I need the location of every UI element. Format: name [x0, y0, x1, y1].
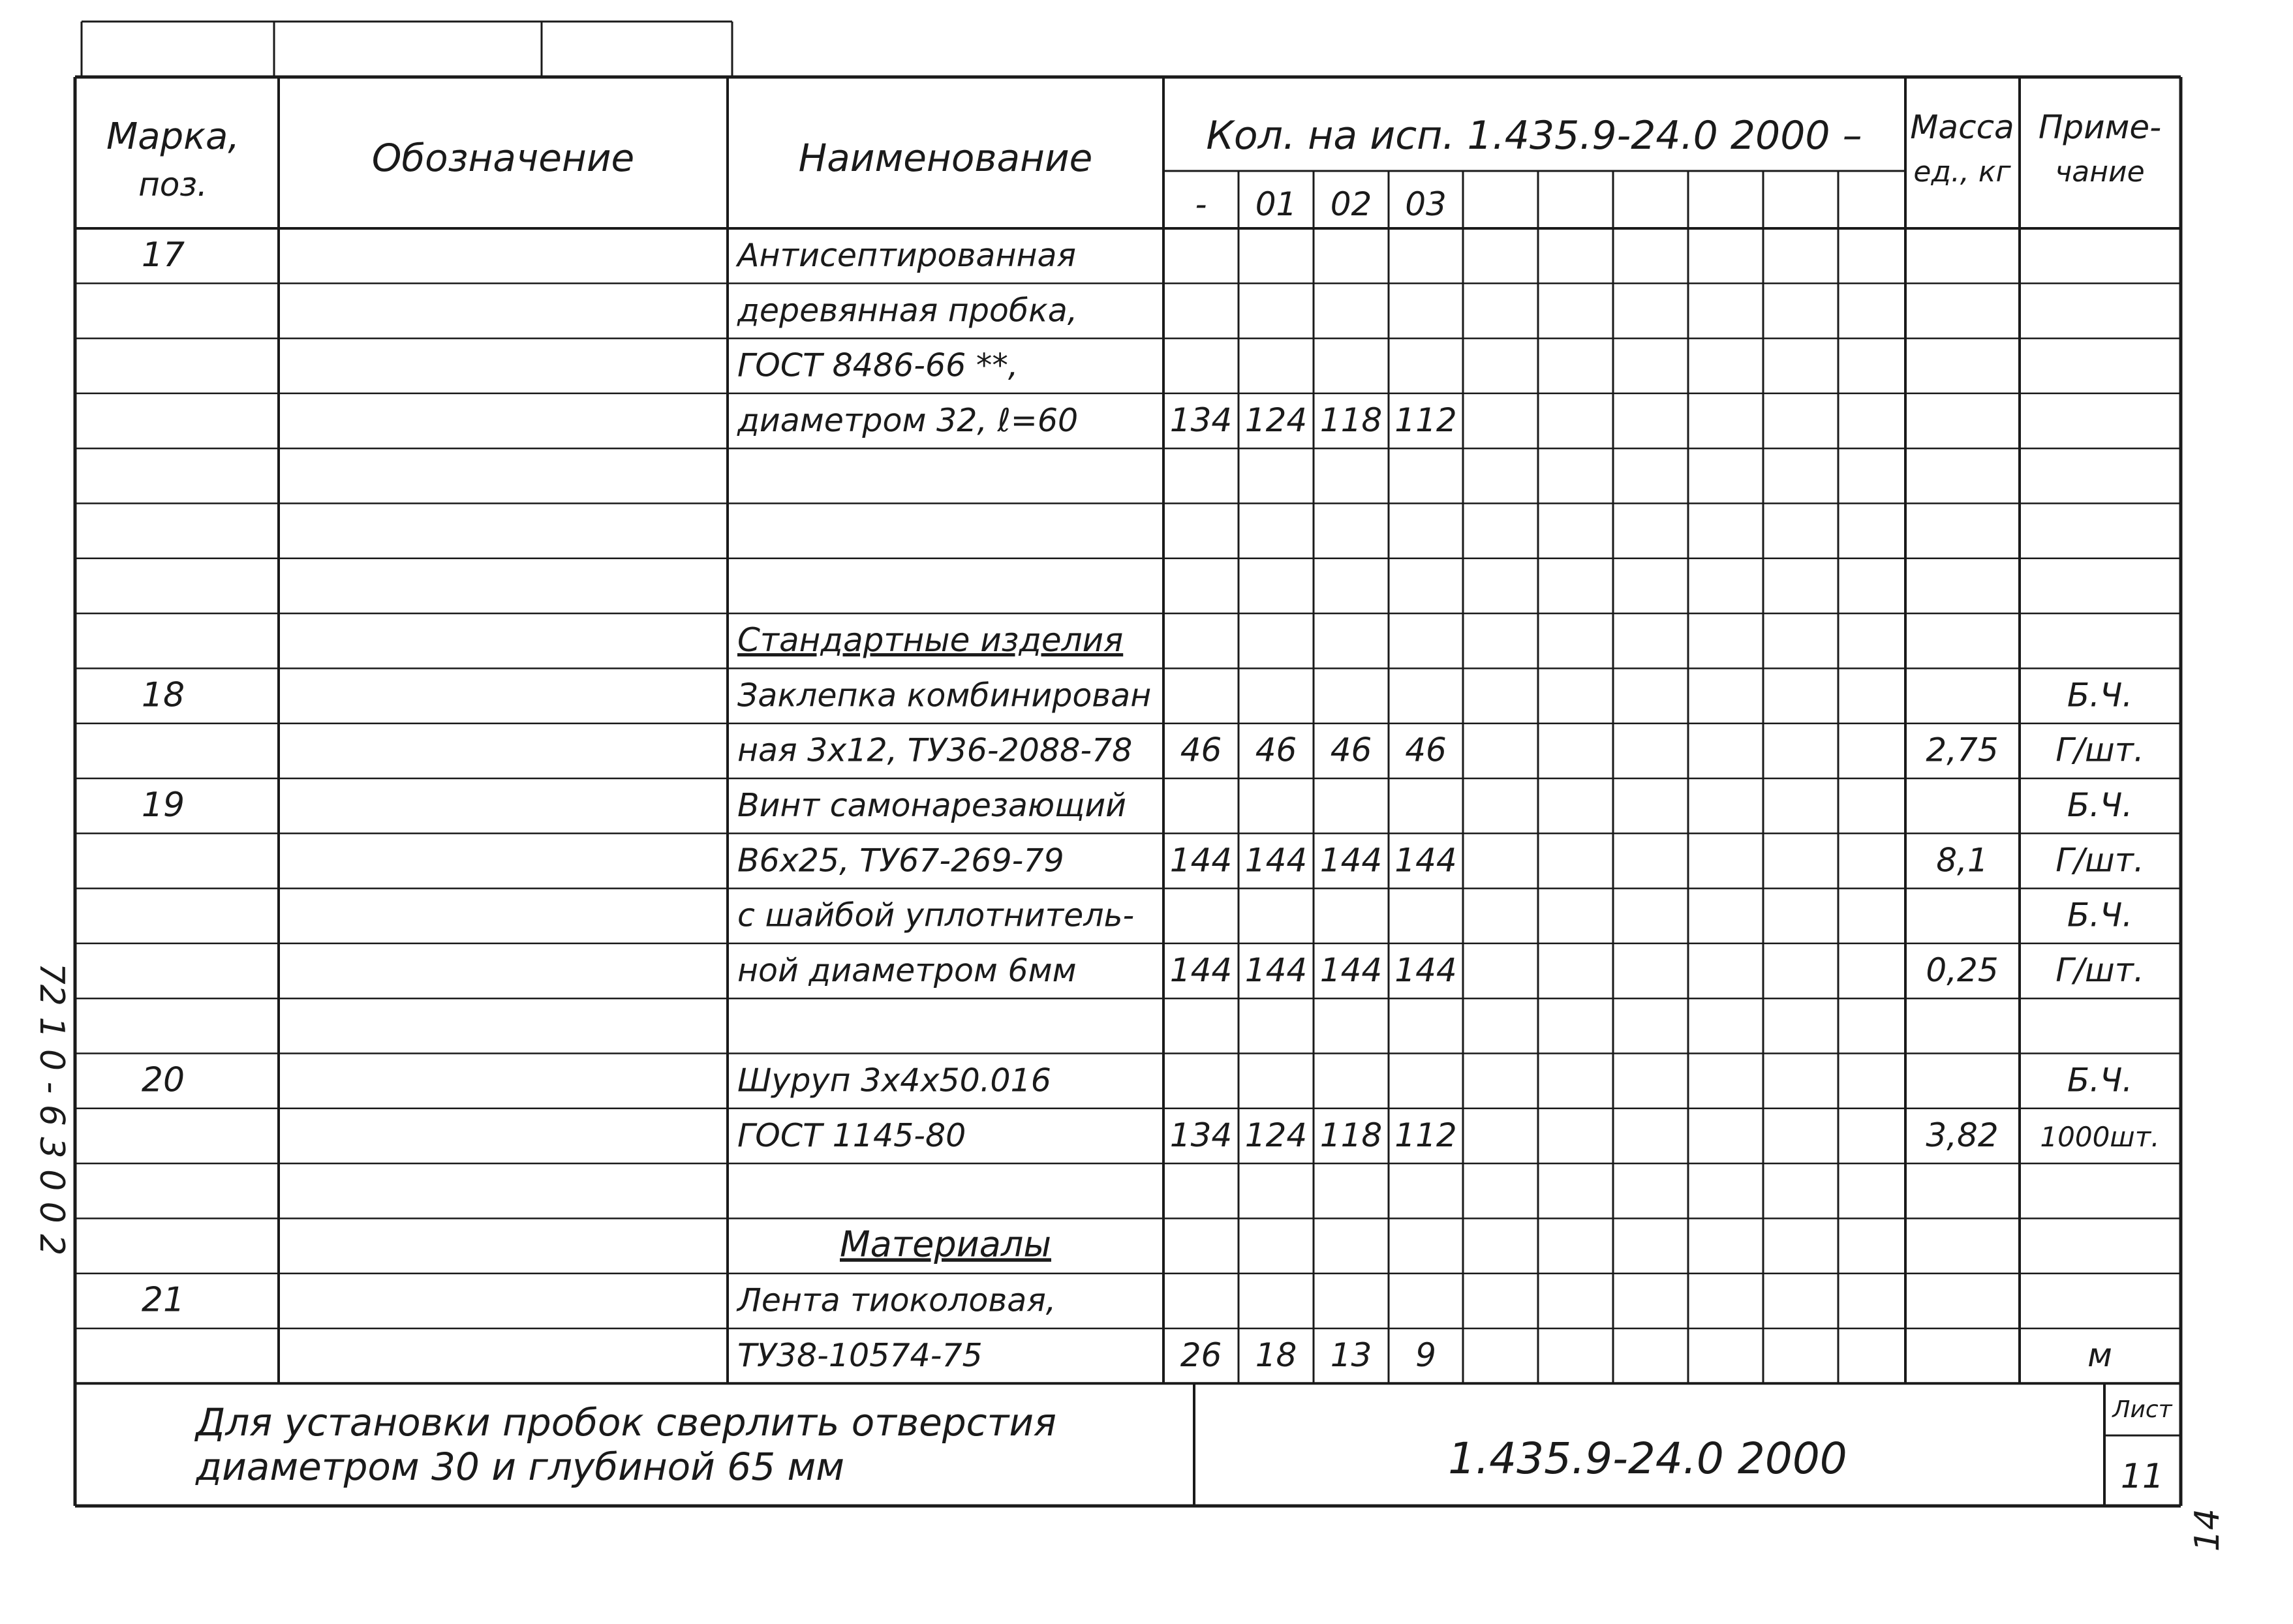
section-heading: Стандартные изделия — [737, 621, 1124, 660]
variant-header: 02 — [1330, 185, 1372, 223]
row-position: 17 — [141, 236, 185, 275]
header-oboznachenie: Обозначение — [371, 136, 635, 180]
header-naimenovanie: Наименование — [798, 136, 1093, 180]
section-heading: Материалы — [840, 1223, 1051, 1265]
row-quantity: 144 — [1319, 951, 1383, 989]
row-name: Винт самонарезающий — [737, 787, 1127, 824]
row-quantity: 46 — [1330, 731, 1372, 769]
row-note: Б.Ч. — [2067, 786, 2133, 824]
header-massa: Масса — [1910, 108, 2014, 146]
row-note: Г/шт. — [2055, 731, 2144, 769]
header-massa-unit: ед., кг — [1913, 155, 2011, 189]
row-quantity: 46 — [1255, 731, 1297, 769]
row-note: Г/шт. — [2055, 841, 2144, 880]
variant-header: 01 — [1255, 185, 1297, 223]
row-quantity: 26 — [1180, 1336, 1222, 1374]
row-note: Б.Ч. — [2067, 896, 2133, 934]
row-quantity: 144 — [1394, 841, 1457, 880]
row-quantity: 144 — [1244, 951, 1308, 989]
row-mass: 0,25 — [1926, 951, 1999, 989]
header-kol-title: Кол. на исп. 1.435.9-24.0 2000 – — [1206, 113, 1862, 159]
sheet-number: 11 — [2120, 1457, 2164, 1496]
header-prim-2: чание — [2055, 155, 2145, 189]
row-note: м — [2087, 1336, 2112, 1374]
header-poz: поз. — [138, 166, 208, 204]
row-quantity: 118 — [1319, 1116, 1383, 1154]
row-mass: 8,1 — [1936, 841, 1988, 880]
row-name: Заклепка комбинирован — [737, 677, 1152, 714]
header-prim: Приме- — [2038, 108, 2162, 146]
row-quantity: 9 — [1415, 1336, 1436, 1374]
variant-header: - — [1195, 185, 1207, 223]
row-name: Шуруп 3х4х50.016 — [737, 1062, 1051, 1099]
row-quantity: 124 — [1244, 1116, 1308, 1154]
row-position: 18 — [141, 675, 185, 715]
row-name: ной диаметром 6мм — [737, 951, 1077, 989]
row-quantity: 46 — [1405, 731, 1447, 769]
row-quantity: 144 — [1169, 951, 1233, 989]
footer-note-1: Для установки пробок сверлить отверстия — [196, 1400, 1056, 1445]
header-marka: Марка, — [106, 115, 240, 158]
row-quantity: 144 — [1169, 841, 1233, 880]
row-quantity: 18 — [1255, 1336, 1297, 1374]
row-name: Антисептированная — [737, 237, 1077, 274]
row-quantity: 13 — [1330, 1336, 1372, 1374]
row-name: Лента тиоколовая, — [737, 1281, 1056, 1319]
row-quantity: 144 — [1244, 841, 1308, 880]
row-quantity: 134 — [1169, 401, 1233, 439]
row-name: ТУ38-10574-75 — [737, 1337, 983, 1374]
row-name: ГОСТ 1145-80 — [737, 1116, 966, 1154]
row-note: Б.Ч. — [2067, 676, 2133, 714]
row-position: 21 — [141, 1280, 185, 1320]
row-quantity: 118 — [1319, 401, 1383, 439]
row-note: 1000шт. — [2040, 1120, 2160, 1153]
row-position: 19 — [141, 786, 185, 825]
footer-doc-code: 1.435.9-24.0 2000 — [1448, 1433, 1847, 1484]
row-mass: 3,82 — [1926, 1116, 1999, 1154]
row-name: деревянная пробка, — [737, 292, 1078, 329]
row-quantity: 124 — [1244, 401, 1308, 439]
row-note: Г/шт. — [2055, 951, 2144, 989]
row-quantity: 134 — [1169, 1116, 1233, 1154]
row-name: ГОСТ 8486-66 **, — [737, 346, 1019, 384]
row-name: ная 3х12, ТУ36-2088-78 — [737, 731, 1133, 769]
row-quantity: 112 — [1394, 401, 1457, 439]
row-name: диаметром 32, ℓ=60 — [737, 401, 1079, 439]
row-quantity: 46 — [1180, 731, 1222, 769]
variant-header: 03 — [1405, 185, 1447, 223]
sheet-label: Лист — [2112, 1396, 2172, 1423]
row-mass: 2,75 — [1926, 731, 1999, 769]
right-vertical-number: 14 — [2188, 1508, 2227, 1552]
footer-note-2: диаметром 30 и глубиной 65 мм — [196, 1445, 845, 1489]
row-quantity: 112 — [1394, 1116, 1457, 1154]
row-name: В6х25, ТУ67-269-79 — [737, 842, 1064, 880]
row-position: 20 — [141, 1060, 185, 1100]
left-vertical-code: 72 1 0 - 6 3 0 0 2 — [32, 962, 71, 1256]
row-quantity: 144 — [1394, 951, 1457, 989]
row-name: с шайбой уплотнитель- — [737, 896, 1135, 934]
row-quantity: 144 — [1319, 841, 1383, 880]
row-note: Б.Ч. — [2067, 1061, 2133, 1099]
